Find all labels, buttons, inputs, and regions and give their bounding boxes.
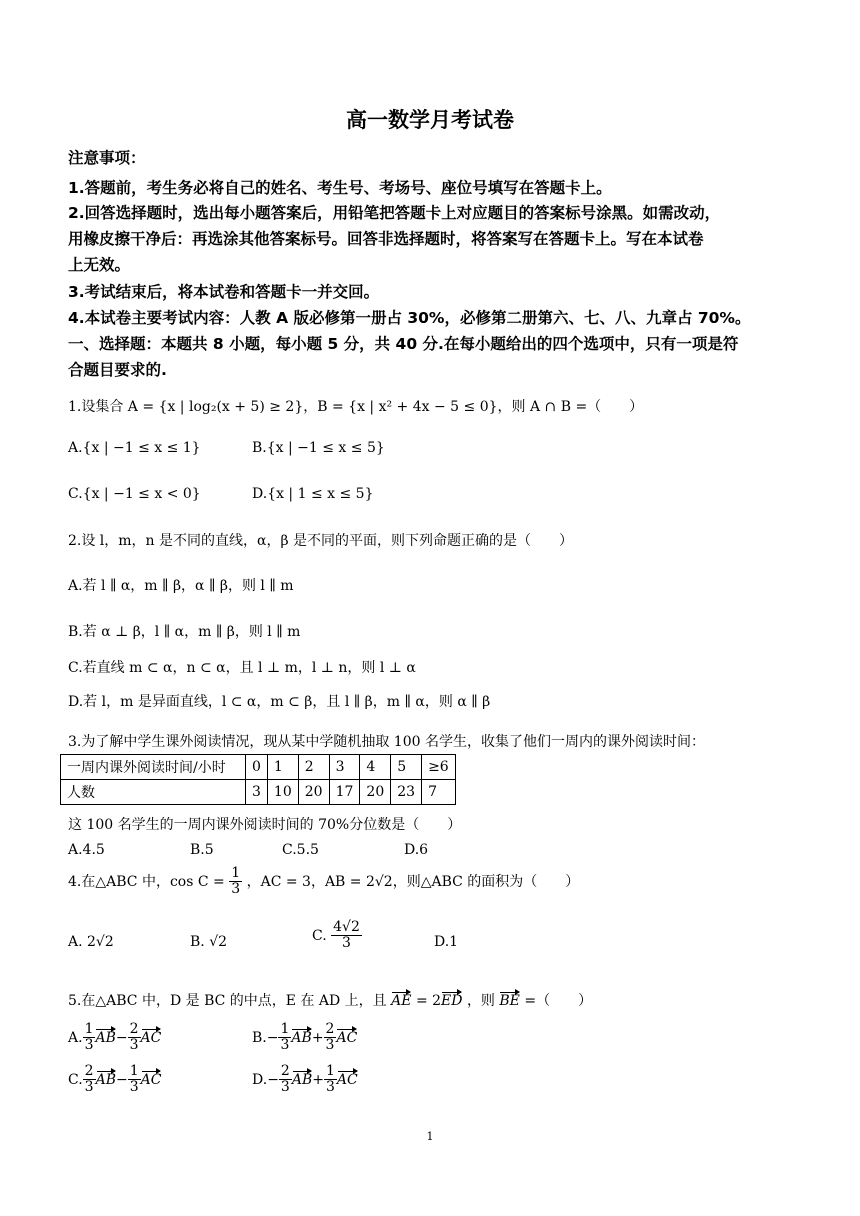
table-cell: 10 — [267, 780, 298, 805]
q4-option-c-fraction — [331, 920, 362, 952]
numerator: 1 — [84, 1021, 94, 1037]
q4-option-d: D.1 — [434, 934, 459, 950]
table-row — [61, 780, 456, 805]
q5-stem — [68, 990, 592, 1010]
option-label: B. — [252, 1029, 267, 1046]
table-cell: 3 — [329, 755, 360, 780]
q4-option-b: B. √2 — [190, 934, 228, 950]
q2-option-b: B.若 α ⊥ β，l ∥ α，m ∥ β，则 l ∥ m — [68, 624, 301, 640]
coef-fraction — [83, 1064, 96, 1096]
coef-fraction — [278, 1022, 291, 1054]
q3-option-d: D.6 — [404, 842, 429, 858]
q2-option-c: C.若直线 m ⊂ α，n ⊂ α，且 l ⊥ m，l ⊥ n，则 l ⊥ α — [68, 660, 416, 676]
table-cell: 1 — [267, 755, 298, 780]
q5-stem-end: =（ ） — [524, 993, 593, 1009]
section-heading: 一、选择题：本题共 8 小题，每小题 5 分，共 40 分.在每小题给出的四个选项中，只有一项是符 — [68, 335, 739, 353]
q2-stem: 2.设 l，m，n 是不同的直线，α，β 是不同的平面，则下列命题正确的是（ ） — [68, 533, 574, 549]
table-cell: 0 — [246, 755, 268, 780]
vector-ab: AB — [95, 1071, 116, 1088]
table-cell: 5 — [391, 755, 422, 780]
table-cell: 20 — [298, 780, 329, 805]
option-label: C. — [68, 1071, 83, 1088]
reading-time-table — [60, 754, 456, 805]
q2-option-d: D.若 l，m 是异面直线，l ⊂ α，m ⊂ β，且 l ∥ β，m ∥ α，则 α ∥ β — [68, 694, 491, 710]
q4-option-c — [312, 920, 362, 952]
vector-ab: AB — [291, 1029, 312, 1046]
vector-ac: AC — [336, 1071, 358, 1088]
vector-ac: AC — [336, 1029, 358, 1046]
q1-option-c: C.{x | −1 ≤ x < 0} — [68, 486, 201, 502]
operator: − — [115, 1029, 128, 1046]
vector-ac: AC — [140, 1029, 162, 1046]
notice-item-2-cont: 用橡皮擦干净后：再选涂其他答案标号。回答非选择题时，将答案写在答题卡上。写在本试卷 — [68, 230, 704, 248]
q5-equals: = 2 — [415, 993, 442, 1009]
q5-option-a — [68, 1022, 161, 1054]
q4-stem-start: 4.在△ABC 中，cos C = — [68, 873, 225, 890]
cos-numerator: 1 — [231, 865, 241, 881]
coef-fraction — [324, 1022, 337, 1054]
q4-stem-end: ，AC = 3，AB = 2√2，则△ABC 的面积为（ ） — [246, 873, 580, 890]
vector-ab: AB — [95, 1029, 116, 1046]
denominator: 3 — [84, 1037, 94, 1054]
table-cell: 2 — [298, 755, 329, 780]
section-heading-cont: 合题目要求的. — [68, 361, 167, 379]
option-sign: − — [266, 1029, 279, 1046]
numerator: 2 — [84, 1063, 94, 1079]
denominator: 3 — [280, 1037, 290, 1054]
q1-option-d: D.{x | 1 ≤ x ≤ 5} — [252, 486, 374, 502]
coef-fraction — [128, 1064, 141, 1096]
notice-heading: 注意事项： — [68, 149, 146, 167]
q5-option-b — [252, 1022, 357, 1054]
q3-option-c: C.5.5 — [282, 842, 319, 858]
denominator: 3 — [325, 1079, 335, 1096]
q3-question: 这 100 名学生的一周内课外阅读时间的 70%分位数是（ ） — [68, 817, 462, 833]
q5-stem-mid: ，则 — [466, 993, 495, 1009]
numerator: 1 — [280, 1021, 290, 1037]
denominator: 3 — [129, 1079, 139, 1096]
cos-denominator: 3 — [231, 881, 241, 898]
table-cell: 23 — [391, 780, 422, 805]
notice-item-3: 3.考试结束后，将本试卷和答题卡一并交回。 — [68, 283, 380, 301]
notice-item-1: 1.答题前，考生务必将自己的姓名、考生号、考场号、座位号填写在答题卡上。 — [68, 179, 612, 197]
page-title: 高一数学月考试卷 — [346, 108, 514, 132]
q5-stem-start: 5.在△ABC 中，D 是 BC 的中点，E 在 AD 上，且 — [68, 993, 387, 1009]
numerator: 2 — [129, 1021, 139, 1037]
q3-option-b: B.5 — [190, 842, 214, 858]
q4-option-c-denominator: 3 — [342, 935, 351, 952]
denominator: 3 — [325, 1037, 335, 1054]
option-label: A. — [68, 1029, 83, 1046]
q5-option-d — [252, 1064, 358, 1096]
table-row — [61, 755, 456, 780]
table-header-count: 人数 — [61, 780, 246, 805]
table-cell: 3 — [246, 780, 268, 805]
operator: + — [311, 1029, 324, 1046]
coef-fraction — [324, 1064, 337, 1096]
vector-be: BE — [499, 993, 520, 1009]
vector-ac: AC — [140, 1071, 162, 1088]
denominator: 3 — [280, 1079, 290, 1096]
table-cell: ≥6 — [422, 755, 456, 780]
q1-option-a: A.{x | −1 ≤ x ≤ 1} — [68, 440, 201, 456]
table-cell: 20 — [360, 780, 391, 805]
table-cell: 4 — [360, 755, 391, 780]
q1-stem: 1.设集合 A = {x | log₂(x + 5) ≥ 2}，B = {x | x² + 4x − 5 ≤ 0}，则 A ∩ B =（ ） — [68, 399, 644, 415]
notice-item-4: 4.本试卷主要考试内容：人教 A 版必修第一册占 30%，必修第二册第六、七、八、九章占 70%。 — [68, 309, 751, 327]
page-number: 1 — [426, 1130, 434, 1143]
denominator: 3 — [129, 1037, 139, 1054]
option-sign: − — [267, 1071, 279, 1088]
q1-option-b: B.{x | −1 ≤ x ≤ 5} — [252, 440, 385, 456]
operator: + — [312, 1071, 324, 1088]
numerator: 2 — [280, 1063, 290, 1079]
vector-ae: AE — [391, 993, 412, 1009]
notice-item-2: 2.回答选择题时，选出每小题答案后，用铅笔把答题卡上对应题目的答案标号涂黑。如需改动， — [68, 204, 721, 222]
coef-fraction — [279, 1064, 292, 1096]
vector-ed: ED — [441, 993, 463, 1009]
table-cell: 17 — [329, 780, 360, 805]
vector-ab: AB — [291, 1071, 313, 1088]
q4-stem — [68, 866, 579, 898]
numerator: 1 — [325, 1063, 335, 1079]
q3-stem: 3.为了解中学生课外阅读情况，现从某中学随机抽取 100 名学生，收集了他们一周内的课外阅读时间： — [68, 734, 705, 750]
q4-option-a: A. 2√2 — [68, 934, 114, 950]
table-header-hours: 一周内课外阅读时间/小时 — [61, 755, 246, 780]
numerator: 1 — [129, 1063, 139, 1079]
coef-fraction — [128, 1022, 141, 1054]
operator: − — [116, 1071, 128, 1088]
q2-option-a: A.若 l ∥ α，m ∥ β，α ∥ β，则 l ∥ m — [68, 578, 294, 594]
coef-fraction — [83, 1022, 96, 1054]
q4-option-c-numerator: 4√2 — [333, 919, 360, 935]
q4-option-c-label: C. — [312, 927, 327, 944]
q5-option-c — [68, 1064, 161, 1096]
table-cell: 7 — [422, 780, 456, 805]
denominator: 3 — [84, 1079, 94, 1096]
q3-option-a: A.4.5 — [68, 842, 105, 858]
numerator: 2 — [325, 1021, 335, 1037]
notice-item-2-end: 上无效。 — [68, 256, 131, 274]
option-label: D. — [252, 1071, 268, 1088]
cos-fraction — [229, 866, 242, 898]
